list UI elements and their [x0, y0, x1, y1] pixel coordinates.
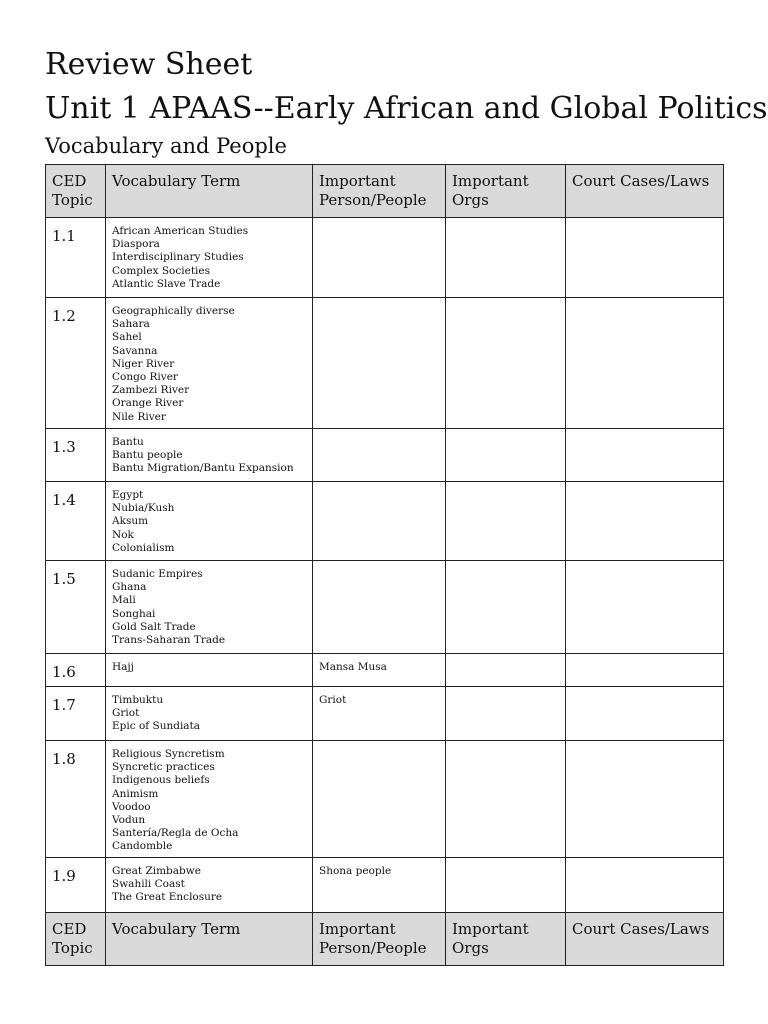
court-cases-cell — [566, 741, 724, 858]
table-row — [46, 429, 724, 482]
vocabulary-term: Niger River — [112, 357, 175, 370]
ced-topic: 1.2 — [52, 307, 76, 325]
ced-topic: 1.4 — [52, 491, 76, 509]
header-important-people — [313, 913, 446, 966]
header-important-people-text: Person/People — [319, 939, 427, 957]
header-important-people — [313, 165, 446, 218]
ced-topic-cell — [46, 218, 106, 298]
important-orgs-cell — [446, 741, 566, 858]
vocabulary-term-cell — [106, 741, 313, 858]
important-people-cell — [313, 429, 446, 482]
important-people-cell — [313, 654, 446, 687]
header-ced-topic-text: CED — [52, 172, 87, 190]
court-cases-cell — [566, 429, 724, 482]
bottom-header-row — [46, 913, 724, 966]
court-cases-cell — [566, 687, 724, 741]
vocabulary-term: Animism — [112, 787, 159, 800]
vocabulary-term: Atlantic Slave Trade — [112, 277, 221, 290]
header-court-cases — [566, 913, 724, 966]
header-court-cases-text: Court Cases/Laws — [572, 920, 710, 938]
header-ced-topic-text: Topic — [52, 939, 93, 957]
vocabulary-term: Aksum — [112, 515, 149, 528]
ced-topic-cell — [46, 741, 106, 858]
vocabulary-term: Nile River — [112, 410, 166, 423]
vocabulary-term-cell — [106, 561, 313, 654]
header-important-orgs-text: Important — [452, 920, 529, 938]
vocabulary-term: Griot — [112, 707, 140, 720]
ced-topic: 1.7 — [52, 696, 76, 714]
important-people-cell — [313, 482, 446, 561]
vocabulary-term: Voodoo — [112, 800, 151, 813]
vocabulary-table — [45, 164, 724, 966]
court-cases-cell — [566, 654, 724, 687]
vocabulary-term: Savanna — [112, 344, 158, 357]
header-ced-topic-text: CED — [52, 920, 87, 938]
header-ced-topic — [46, 165, 106, 218]
vocabulary-term: Songhai — [112, 607, 156, 620]
vocabulary-term-cell — [106, 654, 313, 687]
vocabulary-term-cell — [106, 858, 313, 913]
important-people-cell — [313, 687, 446, 741]
important-orgs-cell — [446, 429, 566, 482]
vocabulary-term: Trans-Saharan Trade — [112, 634, 226, 647]
table-row — [46, 687, 724, 741]
vocabulary-term: Candomble — [112, 840, 173, 853]
table-row — [46, 482, 724, 561]
unit-title: Unit 1 APAAS--Early African and Global Politics — [45, 91, 768, 126]
vocabulary-term: Santería/Regla de Ocha — [112, 827, 239, 840]
vocabulary-term: African American Studies — [112, 225, 249, 237]
important-orgs-cell — [446, 298, 566, 429]
table-row — [46, 218, 724, 298]
vocabulary-table-body — [46, 165, 724, 966]
court-cases-cell — [566, 858, 724, 913]
important-people-cell — [313, 561, 446, 654]
ced-topic: 1.8 — [52, 750, 76, 768]
vocabulary-term-cell — [106, 218, 313, 298]
vocabulary-term: The Great Enclosure — [112, 891, 223, 904]
court-cases-cell — [566, 218, 724, 298]
vocabulary-term: Diaspora — [112, 238, 160, 251]
vocabulary-term: Mali — [112, 594, 136, 607]
vocabulary-term: Great Zimbabwe — [112, 865, 201, 877]
header-vocabulary-term — [106, 165, 313, 218]
ced-topic-cell — [46, 561, 106, 654]
vocabulary-term-cell — [106, 429, 313, 482]
ced-topic-cell — [46, 687, 106, 741]
vocabulary-term: Interdisciplinary Studies — [112, 251, 244, 264]
vocabulary-term: Orange River — [112, 397, 184, 410]
vocabulary-term: Egypt — [112, 489, 144, 501]
header-ced-topic — [46, 913, 106, 966]
header-important-orgs-text: Orgs — [452, 939, 489, 957]
important-people-cell — [313, 858, 446, 913]
table-row — [46, 298, 724, 429]
vocabulary-term-cell — [106, 687, 313, 741]
vocabulary-term: Nubia/Kush — [112, 502, 175, 515]
ced-topic-cell — [46, 429, 106, 482]
header-important-orgs-text: Important — [452, 172, 529, 190]
top-header-row — [46, 165, 724, 218]
important-people: Mansa Musa — [319, 661, 387, 673]
vocabulary-term: Syncretic practices — [112, 761, 215, 774]
vocabulary-term: Religious Syncretism — [112, 748, 225, 760]
ced-topic: 1.6 — [52, 663, 76, 681]
vocabulary-term: Sahel — [112, 331, 142, 344]
header-important-people-text: Person/People — [319, 191, 427, 209]
table-row — [46, 654, 724, 687]
important-people: Shona people — [319, 865, 392, 877]
ced-topic-cell — [46, 858, 106, 913]
court-cases-cell — [566, 482, 724, 561]
ced-topic: 1.9 — [52, 867, 76, 885]
vocabulary-term: Ghana — [112, 581, 147, 594]
table-row — [46, 741, 724, 858]
header-vocabulary-term — [106, 913, 313, 966]
vocabulary-term: Geographically diverse — [112, 305, 235, 317]
important-orgs-cell — [446, 687, 566, 741]
vocabulary-term: Nok — [112, 528, 134, 541]
header-important-people-text: Important — [319, 920, 396, 938]
important-orgs-cell — [446, 654, 566, 687]
important-people: Griot — [319, 694, 347, 706]
header-court-cases-text: Court Cases/Laws — [572, 172, 710, 190]
header-vocabulary-term-text: Vocabulary Term — [112, 920, 241, 938]
vocabulary-term: Colonialism — [112, 541, 175, 554]
vocabulary-term: Vodun — [112, 814, 146, 827]
important-orgs-cell — [446, 858, 566, 913]
vocabulary-term-cell — [106, 298, 313, 429]
ced-topic-cell — [46, 298, 106, 429]
important-people-cell — [313, 218, 446, 298]
header-important-orgs-text: Orgs — [452, 191, 489, 209]
table-row — [46, 858, 724, 913]
vocabulary-term: Hajj — [112, 661, 134, 673]
ced-topic-cell — [46, 654, 106, 687]
vocabulary-term: Complex Societies — [112, 264, 211, 277]
vocabulary-term: Zambezi River — [112, 384, 190, 397]
vocabulary-term-cell — [106, 482, 313, 561]
page-title: Review Sheet — [45, 47, 253, 82]
important-people-cell — [313, 741, 446, 858]
important-orgs-cell — [446, 561, 566, 654]
header-ced-topic-text: Topic — [52, 191, 93, 209]
header-vocabulary-term-text: Vocabulary Term — [112, 172, 241, 190]
court-cases-cell — [566, 298, 724, 429]
ced-topic: 1.3 — [52, 438, 76, 456]
header-important-people-text: Important — [319, 172, 396, 190]
header-important-orgs — [446, 165, 566, 218]
vocabulary-term: Sahara — [112, 318, 150, 331]
important-orgs-cell — [446, 482, 566, 561]
header-court-cases — [566, 165, 724, 218]
vocabulary-term: Indigenous beliefs — [112, 774, 210, 787]
vocabulary-term: Sudanic Empires — [112, 568, 203, 580]
important-people-cell — [313, 298, 446, 429]
table-row — [46, 561, 724, 654]
vocabulary-term: Bantu — [112, 436, 144, 448]
ced-topic: 1.1 — [52, 227, 76, 245]
vocabulary-term: Bantu Migration/Bantu Expansion — [112, 462, 294, 475]
vocabulary-term: Swahili Coast — [112, 878, 185, 891]
ced-topic-cell — [46, 482, 106, 561]
vocabulary-term: Gold Salt Trade — [112, 620, 196, 633]
court-cases-cell — [566, 561, 724, 654]
vocabulary-term: Epic of Sundiata — [112, 720, 201, 733]
vocabulary-term: Timbuktu — [112, 694, 164, 706]
header-important-orgs — [446, 913, 566, 966]
vocabulary-term: Congo River — [112, 371, 178, 384]
ced-topic: 1.5 — [52, 570, 76, 588]
section-heading: Vocabulary and People — [45, 134, 287, 158]
important-orgs-cell — [446, 218, 566, 298]
vocabulary-term: Bantu people — [112, 449, 183, 462]
